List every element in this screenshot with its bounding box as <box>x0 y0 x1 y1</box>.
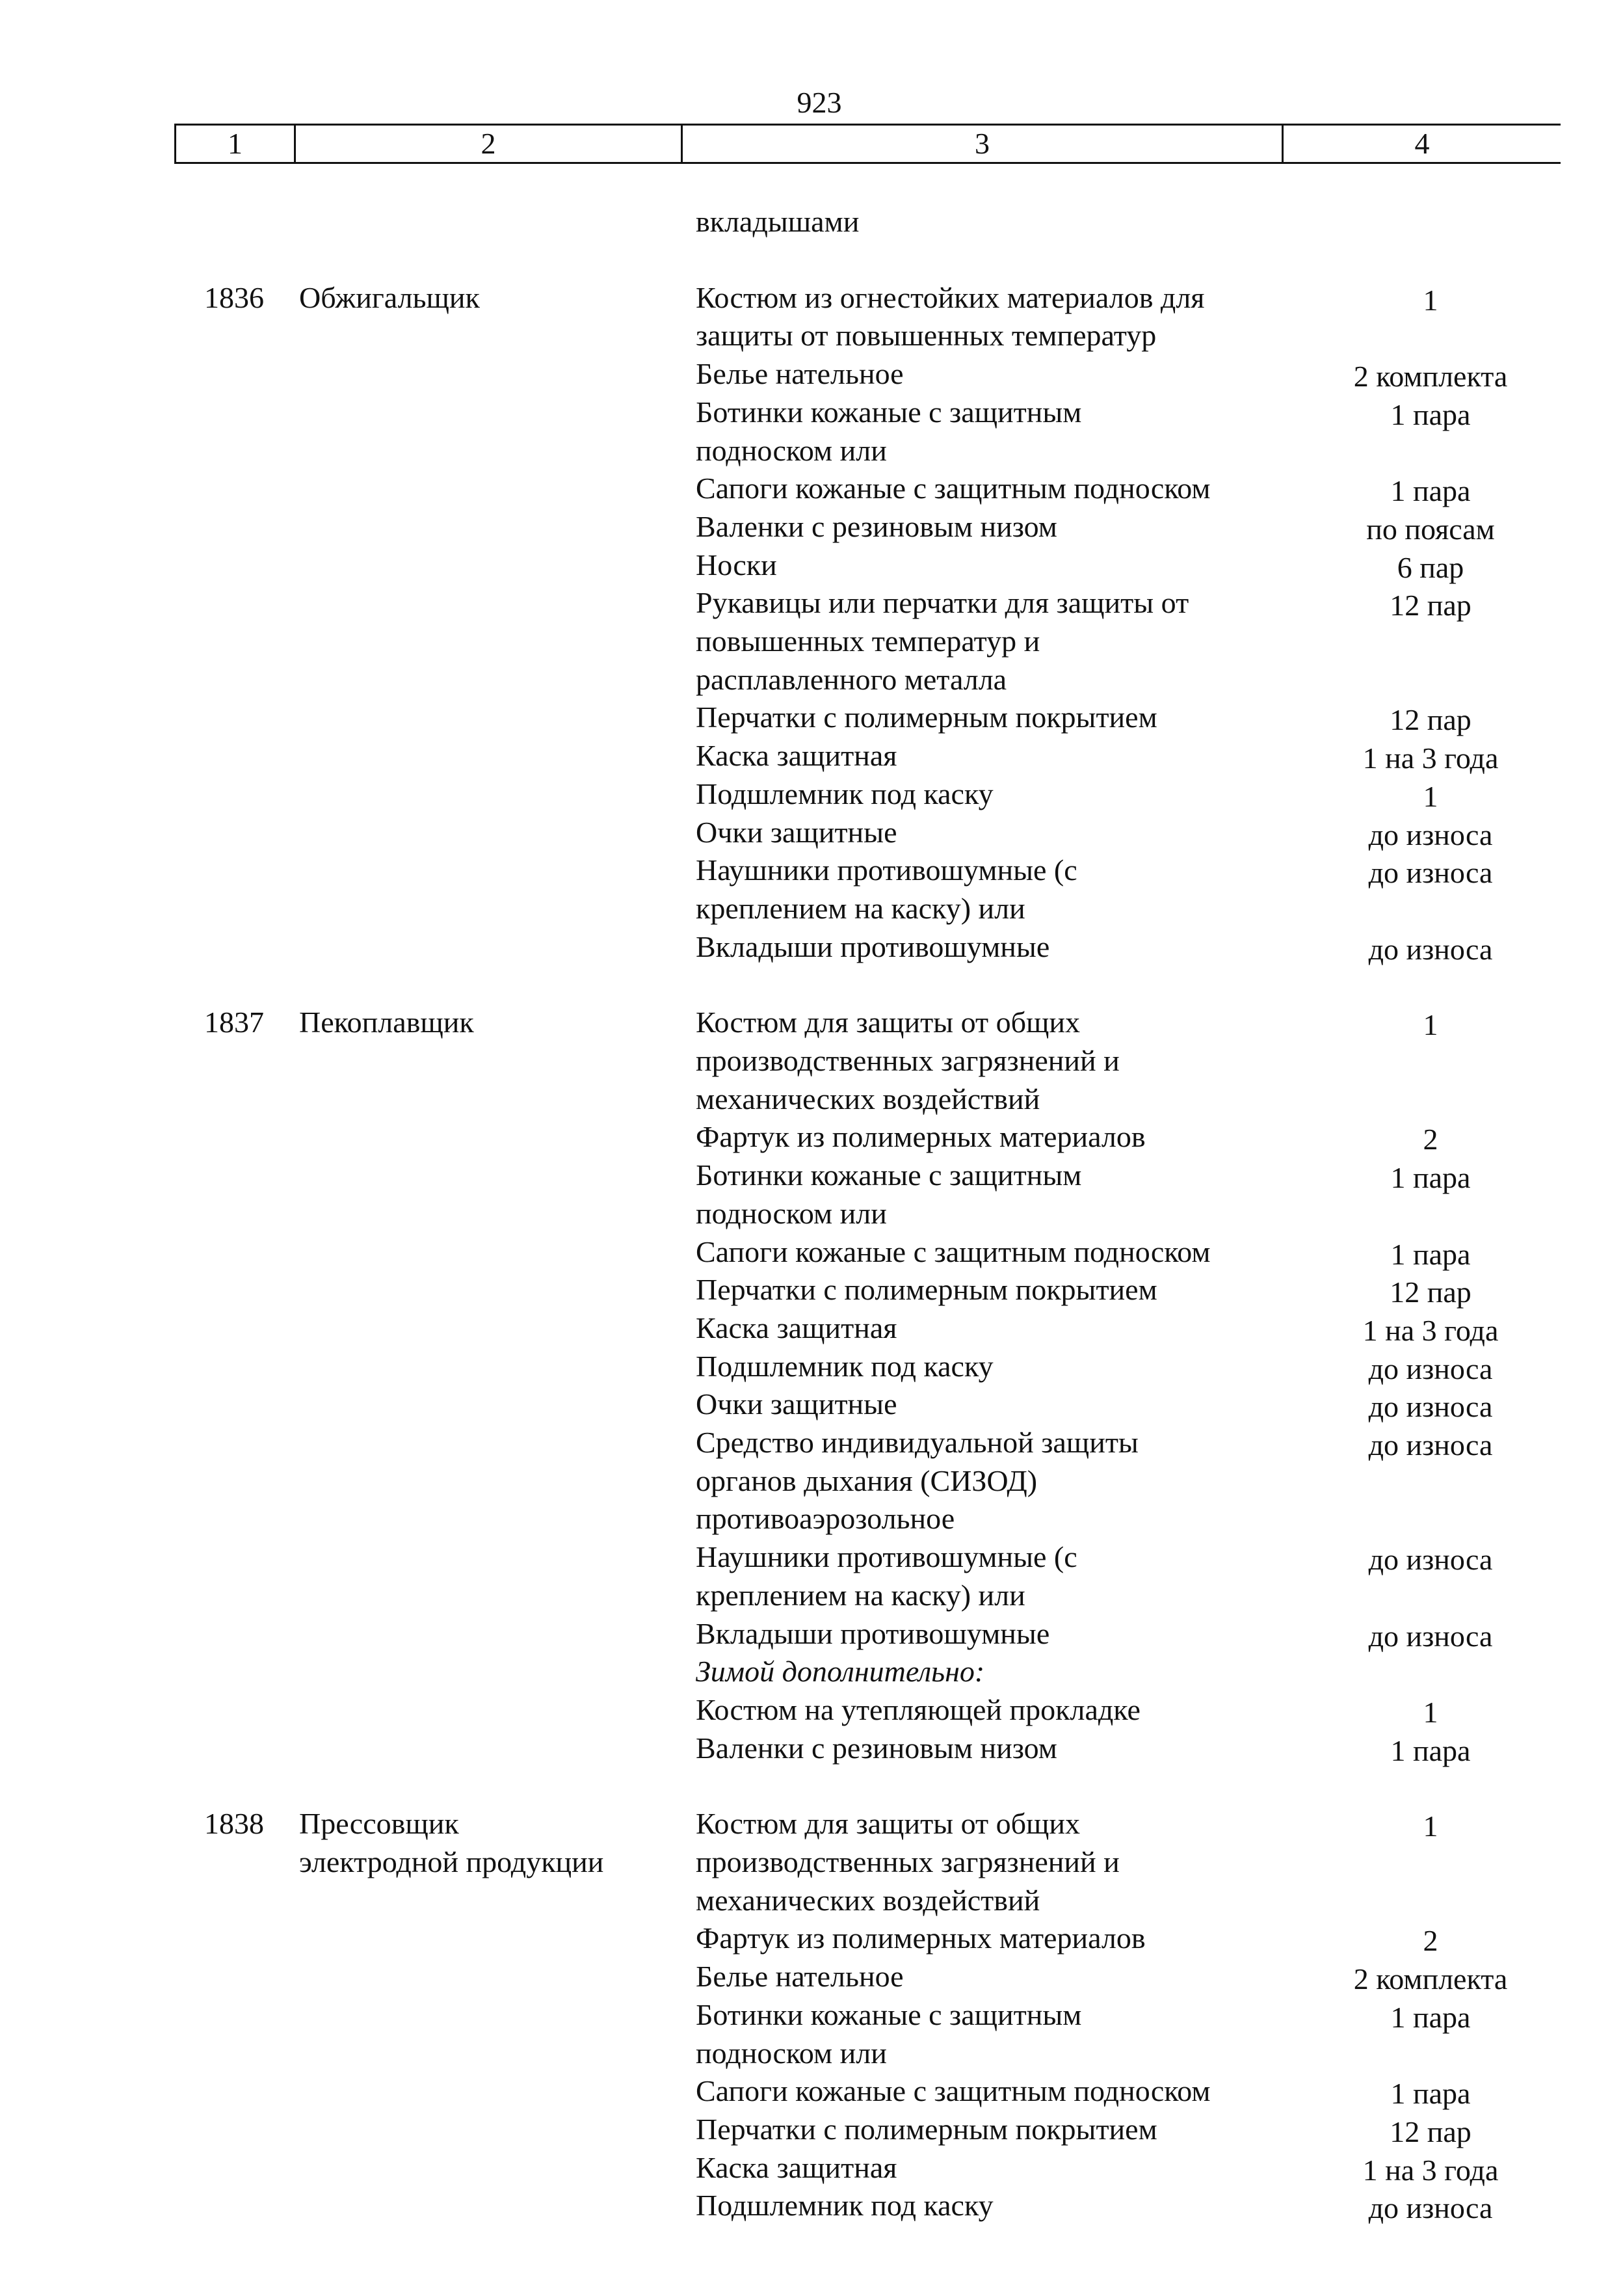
ppe-item: Каска защитная <box>696 739 897 773</box>
ppe-item: Зимой дополнительно: <box>696 1655 985 1689</box>
ppe-item: механических воздействий <box>696 1082 1040 1115</box>
ppe-item: Перчатки с полимерным покрытием <box>696 1273 1157 1307</box>
issue-norm: 1 на 3 года <box>1362 1313 1499 1347</box>
ppe-item: расплавленного металла <box>696 662 1007 696</box>
ppe-item: повышенных температур и <box>696 624 1040 658</box>
ppe-item: Сапоги кожаные с защитным подноском <box>696 472 1211 505</box>
ppe-item: подноском или <box>696 2036 887 2070</box>
ppe-item: Наушники противошумные (с <box>696 853 1077 887</box>
page-number: 923 <box>797 86 842 119</box>
profession-name: Прессовщик <box>299 1807 459 1841</box>
ppe-item: Перчатки с полимерным покрытием <box>696 701 1157 734</box>
ppe-item: Носки <box>696 548 777 581</box>
issue-norm: до износа <box>1368 818 1493 851</box>
table-header <box>174 124 1561 164</box>
ppe-item: Валенки с резиновым низом <box>696 1731 1057 1765</box>
issue-norm: 12 пар <box>1390 589 1471 622</box>
ppe-item: Средство индивидуальной защиты <box>696 1426 1139 1459</box>
ppe-item: Костюм для защиты от общих <box>696 1807 1081 1841</box>
issue-norm: 2 <box>1423 1924 1438 1958</box>
ppe-item: Каска защитная <box>696 2150 897 2184</box>
ppe-item: Подшлемник под каску <box>696 1349 994 1383</box>
ppe-item: Ботинки кожаные с защитным <box>696 1158 1082 1192</box>
ppe-item: Валенки с резиновым низом <box>696 509 1057 543</box>
issue-norm: 1 на 3 года <box>1362 741 1499 775</box>
ppe-item: механических воздействий <box>696 1883 1040 1917</box>
ppe-item: Ботинки кожаные с защитным <box>696 395 1082 429</box>
ppe-item: Каска защитная <box>696 1311 897 1344</box>
ppe-item: подноском или <box>696 433 887 467</box>
ppe-item: Сапоги кожаные с защитным подноском <box>696 2074 1211 2108</box>
ppe-item: органов дыхания (СИЗОД) <box>696 1463 1038 1497</box>
ppe-item: креплением на каску) или <box>696 891 1025 925</box>
entry-number: 1838 <box>204 1807 264 1841</box>
ppe-item: производственных загрязнений и <box>696 1845 1120 1878</box>
issue-norm: 6 пар <box>1397 550 1464 584</box>
ppe-item: креплением на каску) или <box>696 1578 1025 1612</box>
ppe-item: Белье нательное <box>696 1960 904 1994</box>
ppe-item: Костюм на утепляющей прокладке <box>696 1692 1141 1726</box>
profession-name: электродной продукции <box>299 1845 604 1878</box>
ppe-item: противоаэрозольное <box>696 1502 955 1536</box>
entry-number: 1837 <box>204 1006 264 1039</box>
issue-norm: до износа <box>1368 2191 1493 2225</box>
profession-name: Обжигальщик <box>299 280 480 314</box>
issue-norm: до износа <box>1368 932 1493 966</box>
ppe-item: Очки защитные <box>696 815 897 849</box>
header-col-3: 3 <box>683 126 1284 162</box>
issue-norm: 1 <box>1423 779 1438 813</box>
ppe-item: Костюм из огнестойких материалов для <box>696 280 1205 314</box>
ppe-item: Фартук из полимерных материалов <box>696 1120 1146 1154</box>
issue-norm: 1 на 3 года <box>1362 2153 1499 2187</box>
issue-norm: до износа <box>1368 1619 1493 1653</box>
issue-norm: 1 пара <box>1390 2077 1471 2111</box>
issue-norm: до износа <box>1368 1428 1493 1462</box>
ppe-item: производственных загрязнений и <box>696 1044 1120 1077</box>
issue-norm: 1 <box>1423 1695 1438 1729</box>
ppe-item: Подшлемник под каску <box>696 2189 994 2223</box>
profession-name: Пекоплавщик <box>299 1006 474 1039</box>
issue-norm: до износа <box>1368 1390 1493 1424</box>
entry-number: 1836 <box>204 280 264 314</box>
issue-norm: до износа <box>1368 1543 1493 1577</box>
header-col-2: 2 <box>296 126 683 162</box>
ppe-item: Перчатки с полимерным покрытием <box>696 2112 1157 2146</box>
issue-norm: 12 пар <box>1390 2115 1471 2148</box>
issue-norm: до износа <box>1368 856 1493 890</box>
ppe-item: Сапоги кожаные с защитным подноском <box>696 1235 1211 1268</box>
issue-norm: 1 пара <box>1390 1237 1471 1271</box>
ppe-item: защиты от повышенных температур <box>696 319 1157 353</box>
ppe-item: Ботинки кожаные с защитным <box>696 1997 1082 2031</box>
issue-norm: 2 <box>1423 1123 1438 1156</box>
issue-norm: 1 <box>1423 1809 1438 1843</box>
issue-norm: 1 пара <box>1390 397 1471 431</box>
issue-norm: 2 комплекта <box>1353 1962 1508 1996</box>
ppe-item: подноском или <box>696 1196 887 1230</box>
ppe-item: Наушники противошумные (с <box>696 1540 1077 1574</box>
issue-norm: 1 пара <box>1390 1733 1471 1767</box>
issue-norm: 1 пара <box>1390 474 1471 508</box>
ppe-item: Очки защитные <box>696 1387 897 1421</box>
issue-norm: 12 пар <box>1390 703 1471 737</box>
issue-norm: 12 пар <box>1390 1275 1471 1309</box>
issue-norm: до износа <box>1368 1352 1493 1385</box>
ppe-item: Белье нательное <box>696 357 904 391</box>
continuation-text: вкладышами <box>696 205 860 238</box>
ppe-item: Костюм для защиты от общих <box>696 1006 1081 1039</box>
issue-norm: по поясам <box>1366 512 1495 546</box>
issue-norm: 1 <box>1423 283 1438 317</box>
header-col-1: 1 <box>176 126 296 162</box>
ppe-item: Рукавицы или перчатки для защиты от <box>696 586 1189 620</box>
issue-norm: 1 <box>1423 1008 1438 1042</box>
issue-norm: 1 пара <box>1390 2000 1471 2034</box>
issue-norm: 1 пара <box>1390 1161 1471 1195</box>
ppe-item: Фартук из полимерных материалов <box>696 1921 1146 1955</box>
ppe-item: Вкладыши противошумные <box>696 929 1050 963</box>
issue-norm: 2 комплекта <box>1353 360 1508 394</box>
ppe-item: Вкладыши противошумные <box>696 1616 1050 1650</box>
ppe-item: Подшлемник под каску <box>696 777 994 810</box>
header-col-4: 4 <box>1414 127 1430 160</box>
